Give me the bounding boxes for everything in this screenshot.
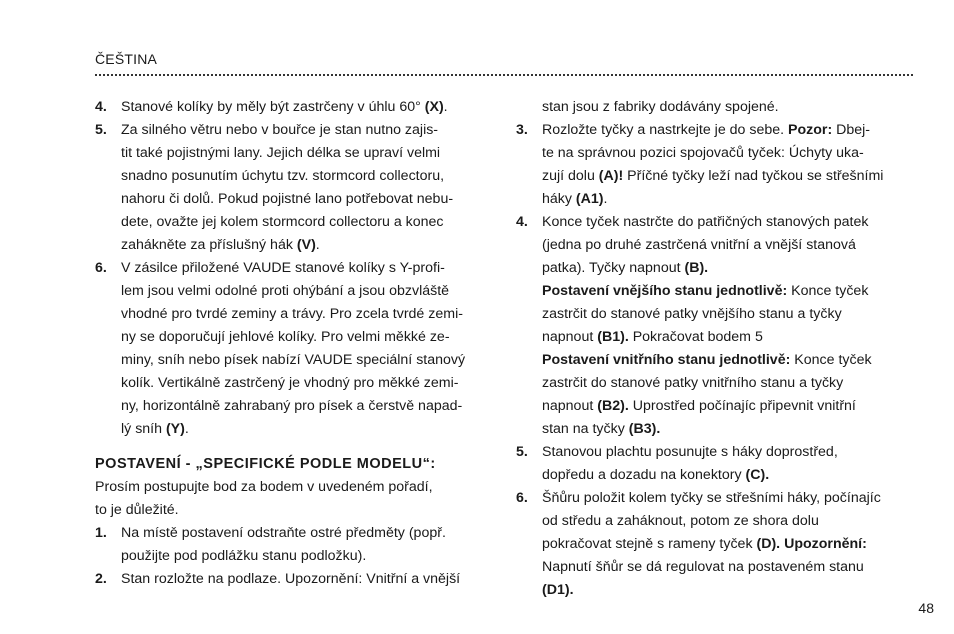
text-line: te na správnou pozici spojovačů tyček: Úchyty uka- <box>542 145 864 161</box>
text-line: Na místě postavení odstraňte ostré předměty (popř. <box>121 525 446 541</box>
text-line: Postavení vnitřního stanu jednotlivě: Konce tyček <box>542 352 872 368</box>
text-line: použijte pod podlážku stanu podložku). <box>121 548 367 564</box>
text-line: od středu a zaháknout, potom ze shora dolu <box>542 513 819 529</box>
text-line: napnout (B2). Uprostřed počínajíc připevnit vnitřní <box>542 398 856 414</box>
list-bottom <box>95 522 495 591</box>
item-number: 5. <box>516 444 528 460</box>
item-number: 2. <box>95 571 107 587</box>
text-line: napnout (B1). Pokračovat bodem 5 <box>542 329 763 345</box>
list-right <box>516 119 916 602</box>
bold-reference: (D). <box>756 536 781 552</box>
list-item <box>95 119 495 257</box>
bold-reference: (B). <box>684 260 709 276</box>
intro-text <box>95 476 495 522</box>
bold-reference: (V) <box>296 237 316 253</box>
text-line: tit také pojistnými lany. Jejich délka se upraví velmi <box>121 145 441 161</box>
bold-reference: Postavení vnitřního stanu jednotlivě: <box>542 352 791 368</box>
list-item <box>516 441 916 487</box>
text-line: ny se doporučují jehlové kolíky. Pro velmi měkké ze- <box>121 329 450 345</box>
left-column <box>95 96 495 591</box>
list-item <box>95 257 495 441</box>
text-line: Šňůru položit kolem tyčky se střešními háky, počínajíc <box>542 490 881 506</box>
bold-reference: (B1). <box>597 329 629 345</box>
item-number: 4. <box>516 214 528 230</box>
intro-line: to je důležité. <box>95 502 179 518</box>
text-line: stan jsou z fabriky dodávány spojené. <box>542 99 779 115</box>
list-item <box>95 96 495 119</box>
bold-reference: (C). <box>745 467 770 483</box>
text-line: V zásilce přiložené VAUDE stanové kolíky s Y-profi- <box>121 260 445 276</box>
text-line: Konce tyček nastrčte do patřičných stanových patek <box>542 214 869 230</box>
bold-reference: Postavení vnějšího stanu jednotlivě: <box>542 283 788 299</box>
text-line: háky (A1). <box>542 191 608 207</box>
text-line: vhodné pro tvrdé zeminy a trávy. Pro zcela tvrdé zemi- <box>121 306 463 322</box>
text-line: Stan rozložte na podlaze. Upozornění: Vnitřní a vnější <box>121 571 461 587</box>
bold-reference: (Y) <box>165 421 185 437</box>
text-line: Postavení vnějšího stanu jednotlivě: Konce tyček <box>542 283 869 299</box>
text-line: patka). Tyčky napnout (B). <box>542 260 709 276</box>
text-line: Rozložte tyčky a nastrkejte je do sebe. Pozor: Dbej- <box>542 122 871 138</box>
section-heading: POSTAVENÍ - „SPECIFICKÉ PODLE MODELU“: <box>95 456 436 472</box>
text-line <box>542 579 916 602</box>
text-line: Za silného větru nebo v bouřce je stan nutno zajis- <box>121 122 439 138</box>
item-number: 3. <box>516 122 528 138</box>
bold-reference: (D1). <box>542 582 574 598</box>
item-number: 6. <box>516 490 528 506</box>
list-item <box>516 211 916 441</box>
text-line: zastrčit do stanové patky vnitřního stanu a tyčky <box>542 375 844 391</box>
list-item <box>516 487 916 602</box>
right-column <box>516 96 916 602</box>
bold-reference: (B2). <box>597 398 629 414</box>
text-line: (jedna po druhé zastrčená vnitřní a vnější stanová <box>542 237 856 253</box>
bold-reference: (X) <box>424 99 444 115</box>
bold-reference: Pozor: <box>788 122 833 138</box>
bold-reference: Upozornění: <box>784 536 867 552</box>
text-line: Napnutí šňůr se dá regulovat na postaveném stanu <box>542 559 864 575</box>
text-line: snadno posunutím úchytu tzv. stormcord collectoru, <box>121 168 445 184</box>
text-line: Stanové kolíky by měly být zastrčeny v úhlu 60° (X). <box>121 99 448 115</box>
text-line: pokračovat stejně s rameny tyček (D). Upozornění: <box>542 536 867 552</box>
item-number: 4. <box>95 99 107 115</box>
dotted-divider <box>95 74 913 76</box>
text-line: dete, ovažte jej kolem stormcord collectoru a konec <box>121 214 444 230</box>
item-number: 6. <box>95 260 107 276</box>
list-item <box>516 119 916 211</box>
bold-reference: (A)! <box>598 168 624 184</box>
item-number: 1. <box>95 525 107 541</box>
text-line: dopředu a dozadu na konektory (C). <box>542 467 770 483</box>
text-line: lem jsou velmi odolné proti ohýbání a jsou obzvláště <box>121 283 450 299</box>
continuation-text <box>516 96 916 119</box>
text-line: kolík. Vertikálně zastrčený je vhodný pro měkké zemi- <box>121 375 459 391</box>
item-number: 5. <box>95 122 107 138</box>
bold-reference: (A1) <box>575 191 604 207</box>
page-number: 48 <box>918 600 934 616</box>
text-line: zastrčit do stanové patky vnějšího stanu a tyčky <box>542 306 842 322</box>
text-line: nahoru či dolů. Pokud pojistné lano potřebovat nebu- <box>121 191 454 207</box>
list-item <box>95 568 495 591</box>
intro-line: Prosím postupujte bod za bodem v uvedeném pořadí, <box>95 479 433 495</box>
bold-reference: (B3). <box>628 421 661 437</box>
text-line: ny, horizontálně zahrabaný pro písek a čerstvě napad- <box>121 398 463 414</box>
list-top <box>95 96 495 441</box>
language-header: ČEŠTINA <box>95 51 158 67</box>
text-line: lý sníh (Y). <box>121 421 189 437</box>
text-line: miny, sníh nebo písek nabízí VAUDE speciální stanový <box>121 352 466 368</box>
text-line: zahákněte za příslušný hák (V). <box>121 237 320 253</box>
text-line: stan na tyčky (B3). <box>542 421 661 437</box>
list-item <box>95 522 495 568</box>
text-line: zují dolu (A)! Příčné tyčky leží nad tyčkou se střešními <box>542 168 884 184</box>
text-line: Stanovou plachtu posunujte s háky doprostřed, <box>542 444 838 460</box>
